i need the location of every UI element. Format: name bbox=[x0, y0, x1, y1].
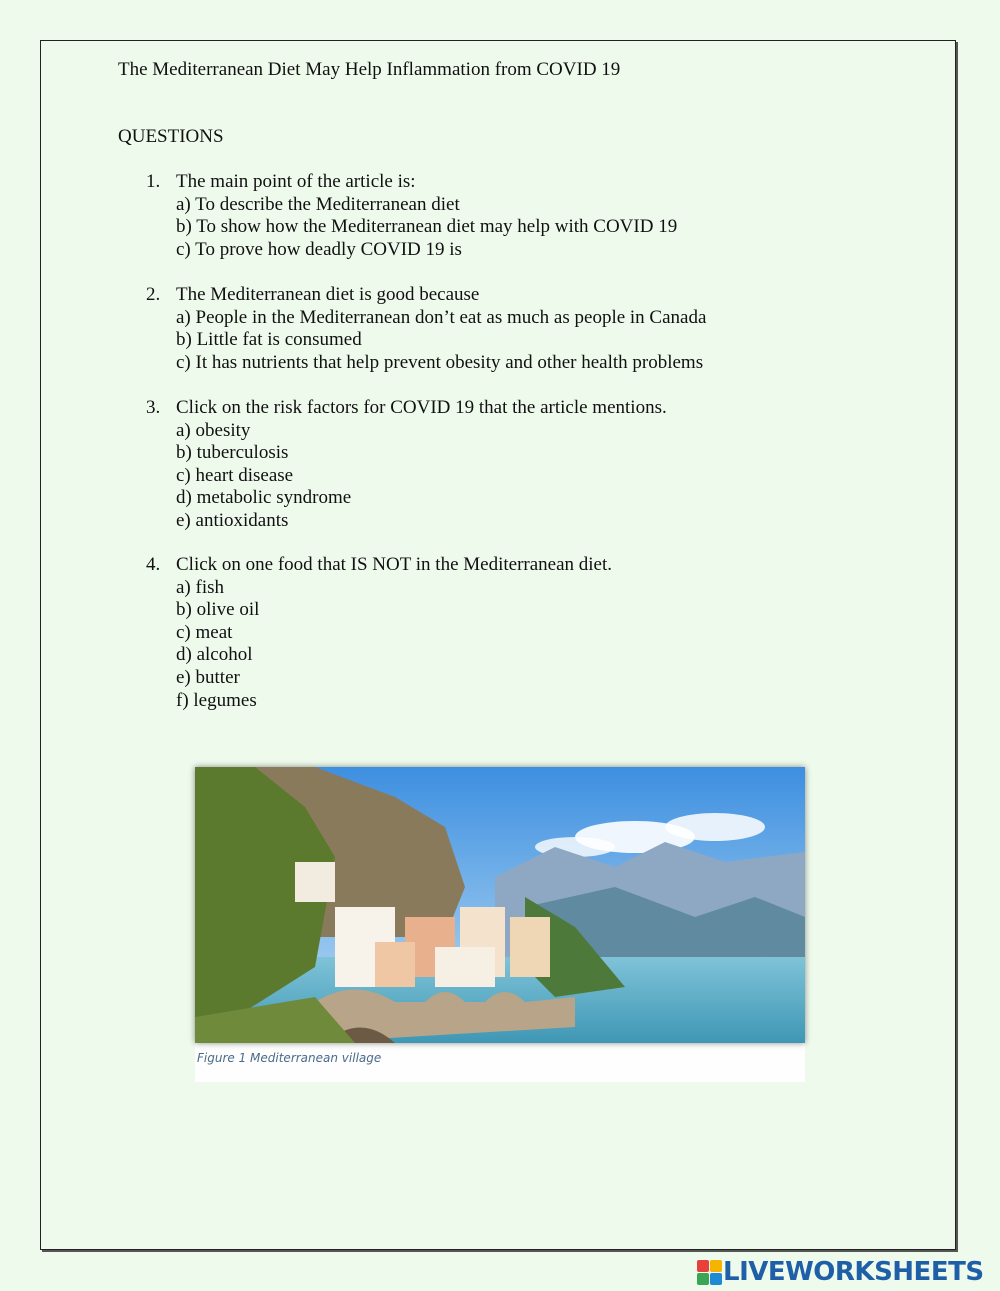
options-list bbox=[176, 420, 667, 533]
option-1b[interactable]: b) To show how the Mediterranean diet may help with COVID 19 bbox=[176, 216, 678, 238]
logo-square-red bbox=[697, 1260, 709, 1272]
options-list bbox=[176, 194, 677, 262]
option-3c[interactable]: c) heart disease bbox=[176, 464, 294, 486]
questions-heading: QUESTIONS bbox=[118, 126, 224, 147]
question-prompt: The Mediterranean diet is good because bbox=[176, 284, 480, 305]
logo-square-yellow bbox=[710, 1260, 722, 1272]
question-3 bbox=[146, 397, 667, 533]
question-prompt: The main point of the article is: bbox=[176, 171, 416, 192]
option-3d[interactable]: d) metabolic syndrome bbox=[176, 487, 352, 509]
question-1 bbox=[146, 171, 677, 261]
document-title: The Mediterranean Diet May Help Inflammation from COVID 19 bbox=[118, 59, 621, 80]
question-number: 1. bbox=[146, 171, 161, 192]
question-prompt: Click on the risk factors for COVID 19 that the article mentions. bbox=[176, 397, 667, 418]
question-4 bbox=[146, 554, 612, 712]
option-1c[interactable]: c) To prove how deadly COVID 19 is bbox=[176, 238, 462, 260]
option-3e[interactable]: e) antioxidants bbox=[176, 509, 289, 531]
figure bbox=[195, 767, 805, 1082]
option-4c[interactable]: c) meat bbox=[176, 621, 233, 643]
logo-square-green bbox=[697, 1273, 709, 1285]
option-3b[interactable]: b) tuberculosis bbox=[176, 442, 289, 464]
option-4e[interactable]: e) butter bbox=[176, 666, 240, 688]
liveworksheets-brand[interactable] bbox=[697, 1257, 984, 1287]
brand-name: LIVEWORKSHEETS bbox=[723, 1257, 984, 1287]
option-2a[interactable]: a) People in the Mediterranean don’t eat as much as people in Canada bbox=[176, 306, 707, 328]
option-2c[interactable]: c) It has nutrients that help prevent obesity and other health problems bbox=[176, 351, 704, 373]
option-2b[interactable]: b) Little fat is consumed bbox=[176, 329, 362, 351]
question-number: 3. bbox=[146, 397, 161, 418]
option-4d[interactable]: d) alcohol bbox=[176, 644, 253, 666]
question-number: 4. bbox=[146, 554, 161, 575]
option-3a[interactable]: a) obesity bbox=[176, 419, 251, 441]
option-1a[interactable]: a) To describe the Mediterranean diet bbox=[176, 193, 460, 215]
figure-caption: Figure 1 Mediterranean village bbox=[197, 1051, 382, 1065]
question-number: 2. bbox=[146, 284, 161, 305]
option-4b[interactable]: b) olive oil bbox=[176, 599, 260, 621]
option-4f[interactable]: f) legumes bbox=[176, 689, 257, 711]
options-list bbox=[176, 577, 612, 713]
logo-square-blue bbox=[710, 1273, 722, 1285]
question-prompt: Click on one food that IS NOT in the Mediterranean diet. bbox=[176, 554, 613, 575]
mediterranean-village-photo bbox=[195, 767, 805, 1043]
question-2 bbox=[146, 284, 706, 374]
options-list bbox=[176, 307, 706, 375]
liveworksheets-logo bbox=[697, 1260, 721, 1284]
option-4a[interactable]: a) fish bbox=[176, 576, 225, 598]
